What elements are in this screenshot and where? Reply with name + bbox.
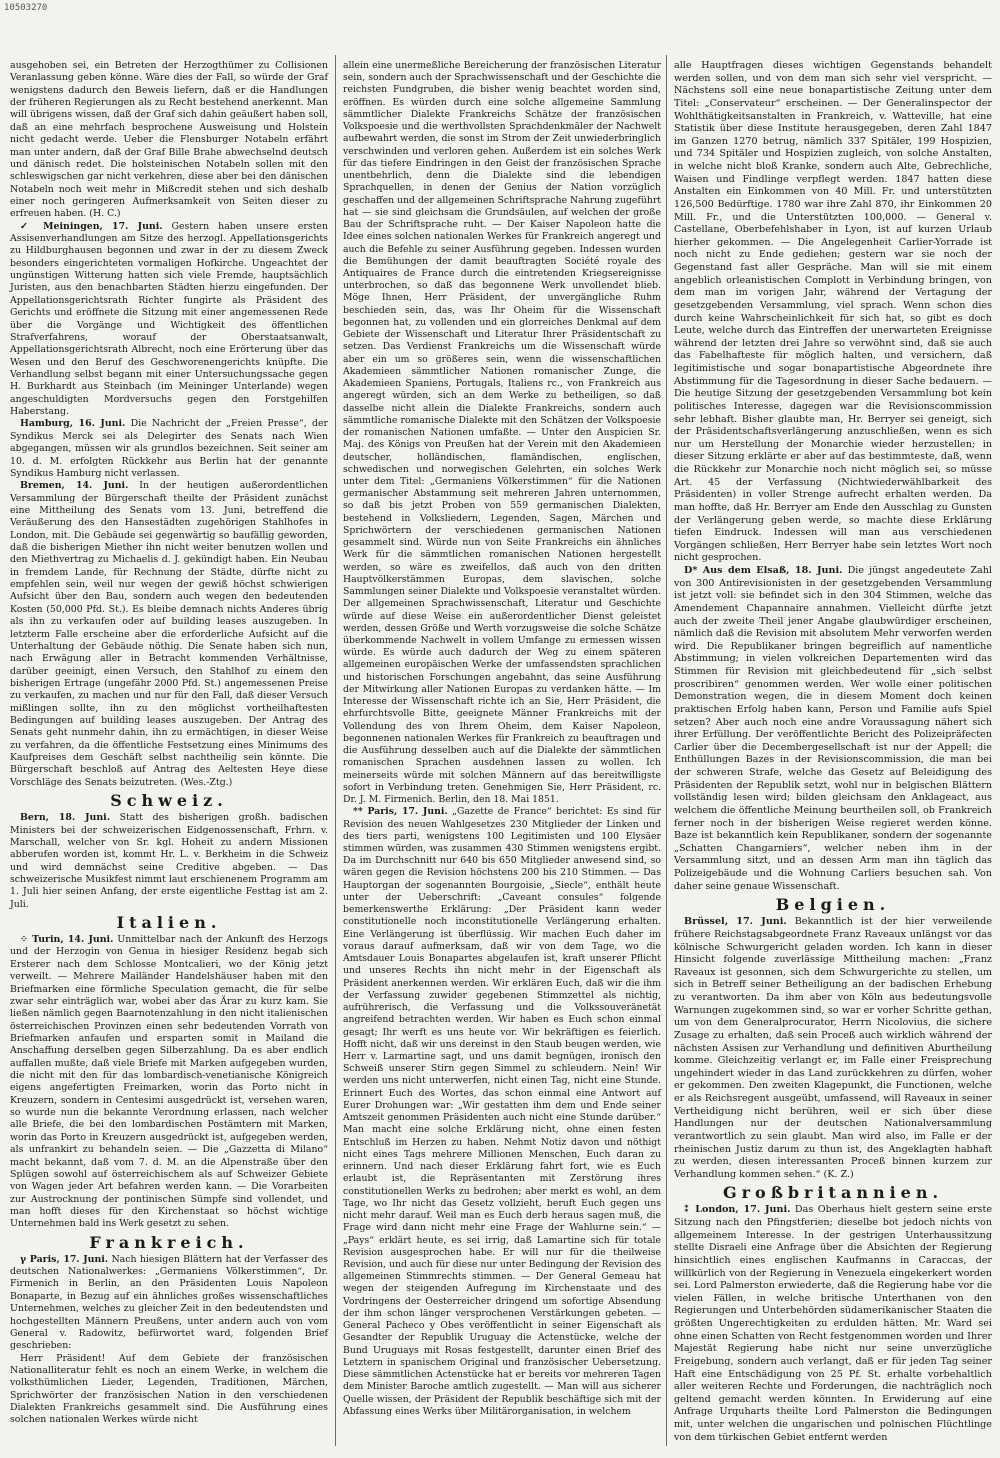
- column-rule: [335, 55, 336, 1446]
- article: [343, 806, 661, 1418]
- article-text: Die Nachricht der „Freien Presse“, der Syndikus Merck sei als Delegirter des Senats nach Wien abgegangen, müssen wir als grundlos bezeichnen. Seit seiner am 10. d. M. erfolgten Rückkehr aus Berlin hat der genannte Syndikus Hamburg nicht verlassen.: [10, 418, 328, 479]
- article: [10, 934, 328, 1231]
- dateline: D* Aus dem Elsaß, 18. Juni.: [684, 565, 843, 576]
- article-text: „Gazette de France“ berichtet: Es sind für Revision des neuen Wahlgesetzes 230 Mitglieder der Linken und des tiers parti, wenigstens 100 Legitimisten und 100 Elysäer stimmen würden, was zusammen 430 Stimmen wenigstens ergibt. Da im Durchschnitt nur 640 bis 650 Mitglieder anwesend sind, so wären gegen die Revision höchstens 200 bis 210 Stimmen. — Das Hauptorgan der sogenannten Bourgoisie, „Siecle“, enthält heute unter der Ueberschrift: „Caveant consules“ folgende bemerkenswerthe Erklärung: „Der Präsident kann weder constitutionelle noch inconstitutionelle Verlängerung erhalten. Eine Verlängerung ist überflüssig. Wir machen Euch daher im voraus darauf aufmerksam, daß wir von dem Tage, wo die Amtsdauer Louis Bonapartes abgelaufen ist, kraft unserer Pflicht und unseres Rechts ihn nicht mehr in der Eigenschaft als Präsident anerkennen werden. Wir erklären Euch, daß wir die ihm der Verfassung zuwider gegebenen Stimmzettel als nichtig, aufrührerisch, die Verfassung und die Volkssouveränetät angreifend betrachten werden. Wir haben es Euch schon einmal gesagt; Ihr werft es uns heute vor. Wir bekräftigen es feierlich. Hofft nicht, daß wir uns dereinst in den Staub beugen werden, wie Herr v. Larmartine sagt, und uns damit begnügen, ironisch den Schweiß unserer Stirn gegen Simmel zu schleudern. Nein! Wir werden uns nicht unterwerfen, nicht einen Tag, nicht eine Stunde. Erinnert Euch des Wortes, das schon einmal eine Antwort auf Eurer Drohungen war: „Wir gestatten ihm dem und Ende seiner Amtszeit genommen Präsidenten auch nicht eine Stunde darüber.“ Man macht eine solche Erklärung nicht, ohne einen festen Entschluß im Herzen zu haben. Nehmt Notiz davon und nöthigt nicht eines Tags mehrere Millionen Menschen, Euch daran zu erinnern. Und nach dieser Erklärung fahrt fort, wie es Euch erlaubt ist, die Repräsentanten mit Zerstörung ihres constitutionellen Werks zu bedrohen; aber merkt es wohl, an dem Tage, wo Ihr nicht das Gesetz vollzieht, beruft Euch gegen uns nicht mehr darauf. Weil man es Euch derb heraus sagen muß, die Frage wird dann nicht mehr eine Frage der Wahlurne sein.“ — „Pays“ erklärt heute, es sei irrig, daß Lamartine sich für totale Revision ausgesprochen habe. Er will nur für die theilweise Revision, und auch für diese nur unter Bedingung der Revision des allgemeinen Stimmrechts stimmen. — Der General Gemeau hat wegen der steigenden Aufregung im Kirchenstaate und des Vordringens der Oesterreicher dringend um sofortige Absendung der ihm schon länger versprochenen Verstärkungen gebeten. — General Pacheco y Obes veröffentlicht in seiner Eigenschaft als Gesandter der Republik Uruguay die Actenstücke, welche der Bund Uruguays mit Rosas festgestellt, darunter einen Brief des Letztern in spanischem Original und französischer Uebersetzung. Diese sämmtlichen Actenstücke hat er bereits vor mehreren Tagen dem Minister Baroche amtlich zugestellt. — Man will aus sicherer Quelle wissen, der Präsident der Republik beschäftige sich mit der Abfassung eines Werks über Militärorganisation, in welchem: [343, 806, 661, 1417]
- article-text: Nach hiesigen Blättern hat der Verfasser des deutschen Nationalwerkes: „Germaniens Völkerstimmen“, Dr. Firmenich in Berlin, an den Präsidenten Louis Napoleon Bonaparte, in Bezug auf ein ähnliches großes wissenschaftliches Unternehmen, welches zu gleicher Zeit in den bedeutendsten und hochgestellten Männern Preußens, unter andern auch von vom General v. Radowitz, befürwortet ward, folgenden Brief geschrieben:: [10, 1253, 328, 1352]
- article-text: In der heutigen außerordentlichen Versammlung der Bürgerschaft theilte der Präsident zunächst eine Mittheilung des Senats vom 13. Juni, betreffend die Veräußerung des den Hansestädten zugehörigen Stahlhofes in London, mit. Die Gebäude sei gegenwärtig so baufällig geworden, daß die bisherigen Miether ihn nicht weiter benutzen wollen und den Miethvertrag zu Michaelis d. J. gekündigt haben. Ein Neubau in fremdem Lande, für Rechnung der Städte, dürfte nicht zu empfehlen sein, weil nur wegen der gewiß höchst schwierigen Aufsicht über den Bau, sondern auch wegen den bedeutenden Kosten (50,000 Pfd. St.). Es bleibe demnach nichts Anderes übrig als ihn zu verkaufen oder auf building leases auszugeben. In letzterm Falle erscheine aber die erforderliche Aufsicht auf die Unterhaltung der Gebäude nöthig. Die Senate haben sich nun, nach Erwägung aller in Betracht kommenden Verhältnisse, darüber geeinigt, einen Versuch, den Stahlhof zu einem den bisherigen Ertrage (ungefähr 2000 Pfd. St.) angemessenen Preise zu verkaufen, zu machen und nur für den Fall, daß dieser Versuch mißlingen sollte, ihn zu den möglichst vortheilhaftesten Bedingungen auf building leases auszugeben. Der Antrag des Senats geht nunmehr dahin, ihn zu ermächtigen, in dieser Weise zu verfahren, da die öffentliche Festsetzung eines Minimums des Kaufpreises dem Geschäft selbst nachtheilig sein könnte. Die Bürgerschaft beschloß auf Antrag des Aeltesten Heye diese Vorschläge des Senats beizutreten. (Wes.-Ztg.): [10, 480, 328, 788]
- dateline: ⁑ London, 17. Juni.: [684, 1204, 791, 1216]
- column-rule: [666, 55, 667, 1446]
- section-heading-frankreich: Frankreich.: [89, 1232, 249, 1252]
- article: [10, 812, 328, 911]
- article-text: Statt des bisherigen großh. badischen Ministers bei der schweizerischen Eidgenossenschaft, Frhrn. v. Marschall, welcher von Sr. kgl. Hoheit zu andern Missionen abberufen worden ist, kommt Hr. L. v. Berkheim in die Schweiz und wird demnächst seine Creditive abgeben. — Das schweizerische Musikfest nimmt laut erschienenem Programm am 1. Juli hier seinen Anfang, der erste eigentliche Festtag ist am 2. Juli.: [10, 812, 328, 910]
- section-heading-grossbritannien: Großbritannien.: [722, 1183, 944, 1203]
- letter-text: allein eine unermeßliche Bereicherung der französischen Literatur sein, sondern auch der Sprachwissenschaft und der Geschichte die reichsten Fundgruben, die bisher wenig beachtet worden sind, eröffnen. Es würden durch eine solche allgemeine Sammlung sämmtlicher Dialekte Frankreichs Schätze der französischen Volkspoesie und die werthvollsten Sprachdenkmäler der Nachwelt aufbewahrt werden, die sonst im Strom der Zeit unwiederbringlich verschwinden und verloren gehen. Außerdem ist ein solches Werk für das tiefere Eindringen in den Geist der französischen Sprache unentbehrlich, denn die Dialekte sind die lebendigen Sprachquellen, in denen der Genius der Nation vorzüglich geschaffen und der allgemeinen Schriftsprache Nahrung zugeführt hat — sie sind gleichsam die Grundsäulen, auf welchen der große Bau der Schriftsprache ruht. — Der Kaiser Napoleon hatte die Idee eines solchen nationalen Werkes für Frankreich angeregt und auch die Befehle zu seiner Ausführung gegeben. Indessen wurden die Bemühungen der damit beauftragten Société royale des Antiquaires de France durch die eintretenden Kriegsereignisse unterbrochen, so daß das begonnene Werk unvollendet blieb. Möge Ihnen, Herr Präsident, der unvergängliche Ruhm beschieden sein, das, was Ihr Oheim für die Wissenschaft begonnen hat, zu vollenden und ein glorreiches Denkmal auf dem Gebiete der Wissenschaft und Literatur Ihrer Präsidentschaft zu setzen. Das Verdienst Frankreichs um die Wissenschaft würde aber ein um so größeres sein, wenn die wissenschaftlichen Akademieen sämmtlicher Nationen romanischer Zunge, die Akademieen Spaniens, Portugals, Italiens rc., von Frankreich aus angeregt würden, sich an dem Werke zu betheiligen, so daß dasselbe nicht allein die Dialekte Frankreichs, sondern auch sämmtliche romanische Dialekte mit den Schätzen der Volkspoesie der romanischen Nationen umfaßte. — Unter den Auspicien Sr. Maj. des Königs von Preußen hat der Verein mit den Akademieen deutscher, holländischen, flamändischen, englischen, schwedischen und norwegischen Gelehrten, ein solches Werk unter dem Titel: „Germaniens Völkerstimmen“ für die Nationen germanischer Abstammung seit mehreren Jahren unternommen, so daß bis jetzt Proben von 559 germanischen Dialekten, bestehend in Volksliedern, Legenden, Sagen, Märchen und Sprichwörtern der verschiedenen germanischen Nationen gesammelt sind. Würde nun von Seite Frankreichs ein ähnliches Werk für die sämmtlichen romanischen Nationen hergestellt werden, so wäre es zweifellos, daß auch von den dritten Hauptvölkerstämmen Europas, dem slavischen, solche Sammlungen seiner Dialekte und Volkspoesie veranstaltet würden. Der allgemeinen Sprachwissenschaft, Literatur und Geschichte würde auf diese Weise ein außerordentlicher Dienst geleistet werden, dessen Größe und Werth vorzugsweise die solche Schätze überkommende Nachwelt in vollem Umfange zu ermessen wissen würde. Es würde auch dadurch der Weg zu einem späteren allgemeinen europäischen Werke der umfassendsten sprachlichen und historischen Forschungen angebahnt, das seine Ausführung der Mitwirkung aller Nationen Europas zu verdanken hätte. — Im Interesse der Wissenschaft richte ich an Sie, Herr Präsident, die ehrfurchtsvolle Bitte, geeignete Männer Frankreichs mit der Vollendung des von Ihrem Oheim, dem Kaiser Napoleon, begonnenen nationalen Werkes für Frankreich zu beauftragen und die Ausführung desselben auch auf die Dialekte der sämmtlichen romanischen Sprachen ausdehnen lassen zu wollen. Ich meinerseits würde mit solchen Männern auf das bereitwilligste sofort in Verbindung treten. Genehmigen Sie, Herr Präsident, rc. Dr. J. M. Firmenich. Berlin, den 18. Mai 1851.: [343, 60, 661, 806]
- section-heading-belgien: Belgien.: [775, 895, 891, 915]
- article-text: Unmittelbar nach der Ankunft des Herzogs und der Herzogin von Genua in hiesiger Residenz begab sich Ersterer nach dem Schlosse Montcalieri, wo der König jetzt verweilt. — Mehrere Mailänder Handelshäuser haben mit den Briefmarken eine förmliche Speculation gemacht, die für selbe zwar sehr einträglich war, wobei aber das Ärar zu kurz kam. Sie ließen nämlich gegen Baarnotenzahlung in den nicht italienischen österreichischen Provinzen einen sehr bedeutenden Vorrath von Briefmarken anfaufen und ersparten somit in Mailand die Anschaffung derselben gegen Silberzahlung. Da es aber endlich auffallen mußte, daß viele Briefe mit Marken aufgegeben wurden, die nicht mit den für das lombardisch-venetianische Königreich eigens angefertigten Freimarken, worin das Porto nicht in Kreuzern, sondern in Centesimi ausgedrückt ist, versehen waren, so wurde nun die bekannte Verordnung erlassen, nach welcher alle Briefe, die bei den lombardischen Postämtern mit Marken, worin das Porto in Kreuzern ausgedrückt ist, aufgegeben werden, als unfrankirt zu behandeln seien. — Die „Gazzetta di Milano“ macht bekannt, daß vom 7. d. M. an die Alpenstraße über den Splügen sowohl auf österreichischem als auf Schweizer Gebiete von Wagen jeder Art befahren werden kann. — Die Vorarbeiten zur Austrocknung der pontinischen Sümpfe sind vollendet, und man hofft dieses für den Kirchenstaat so höchst wichtige Unternehmen bald ins Werk gesetzt zu sehen.: [10, 934, 328, 1230]
- article: [10, 418, 328, 480]
- article: [10, 480, 328, 789]
- dateline: ⁘ Turin, 14. Juni.: [20, 934, 114, 946]
- article: [10, 1254, 328, 1353]
- page-id: 10503270: [4, 3, 48, 13]
- article: [10, 221, 328, 419]
- column-1: [10, 60, 328, 1427]
- article: [674, 916, 992, 1181]
- dateline: Bern, 18. Juni.: [20, 812, 110, 824]
- article-text: alle Hauptfragen dieses wichtigen Gegenstands behandelt werden sollen, und von dem man sich sehr viel verspricht. — Nächstens soll eine neue bonapartistische Zeitung unter dem Titel: „Conservateur“ erscheinen. — Der Generalinspector der Wohlthätigkeitsanstalten in Frankreich, v. Watteville, hat eine Statistik über diese Institute herausgegeben, deren Zahl 1847 im Ganzen 1270 betrug, nämlich 337 Spitäler, 199 Hospizien, und 734 Spitäler und Hospizien zugleich, von solche Anstalten, in welche nicht bloß Kranke, sondern auch Alte, Gebrechliche, Waisen und Findlinge verpflegt werden. 1847 hatten diese Anstalten ein Einkommen von 40 Mill. Fr. und unterstützten 126,500 Bedürftige. 1780 war ihre Zahl 870, ihr Einkommen 20 Mill. Fr., und die Unterstützten 100,000. — General v. Castellane, Oberbefehlshaber in Lyon, ist auf kurzen Urlaub hierher gekommen. — Die Angelegenheit Carlier-Yorrade ist noch nicht zu Ende gediehen; gestern war sie noch der Gegenstand fast aller Gespräche. Man will sie mit einem angeblich orleanistischen Complott in Verbindung bringen, von dem man im vorigen Jahr, während der Vertagung der gesetzgebenden Versammlung, viel sprach. Wenn schon dies durch keine Wahrscheinlichkeit für sich hat, so gibt es doch Leute, welche durch das Eintreffen der unerwarteten Ereignisse während der letzten drei Jahre so verwöhnt sind, daß sie auch das Fabelhafteste für möglich halten, und versichern, daß legitimistische und sogar bonapartistische Abgeordnete ihre Abstimmung für die Tagesordnung in dieser Sache bedauern. — Die heutige Sitzung der gesetzgebenden Versammlung bot kein politisches Interesse, dagegen war die Revisionscommission sehr lebhaft. Bisher glaubte man, Hr. Berryer sei geneigt, sich der Präsidentschaftsverlängerung anzuschließen, wenn es sich nur um Herstellung der Monarchie wieder herzustellen; in dieser Sitzung erklärte er aber auf das bestimmteste, daß, wenn die Rückkehr zur Monarchie noch nicht möglich sei, so müsse Art. 45 der Verfassung (Nichtwiederwählbarkeit des Präsidenten) in voller Strenge aufrecht erhalten werden. Da man hoffte, daß Hr. Berryer am Ende den Ausschlag zu Gunsten der Verlängerung geben werde, so machte diese Erklärung tiefen Eindruck. Indessen will man aus verschiedenen Vorgängen schließen, Herr Berryer habe sein letztes Wort noch nicht gesprochen.: [674, 60, 992, 564]
- article-text: Das Oberhaus hielt gestern seine erste Sitzung nach den Pfingstferien; dieselbe bot jedoch nichts von allgemeinem Interesse. In der gestrigen Unterhaussitzung stellte Disraeli eine Anfrage über die Absichten der Regierung hinsichtlich eines englischen Kaufmanns in Caraccas, der willkürlich von der Regierung in Venezuela eingekerkert worden sei. Lord Palmerston erwiederte, daß die Regierung habe vor die vielen Fällen, in welche britische Unterthanen von den Regierungen und Unterbehörden südamerikanischer Staaten die größten Ungerechtigkeiten zu erdulden hätten. Mr. Ward sei ohne einen Schatten von Recht festgenommen worden und Ihrer Majestät Regierung habe nicht nur seine unverzügliche Freigebung, sondern auch verlangt, daß er für jeden Tag seiner Haft eine Entschädigung von 25 Pf. St. erhalte vorbehaltlich aller weiteren Rechte und Forderungen, die nachträglich noch geltend gemacht werden könnten. In Erwiderung auf eine Anfrage Urquharts theilte Lord Palmerston die Bedingungen mit, unter welchen die ungarischen und polnischen Flüchtlinge von dem türkischen Gebiet entfernt werden: [674, 1204, 992, 1443]
- article: [674, 565, 992, 893]
- section-heading-italien: Italien.: [116, 913, 222, 933]
- dateline: γ Paris, 17. Juni.: [20, 1253, 109, 1265]
- letter-text: Herr Präsident! Auf dem Gebiete der französischen Nationalliteratur fehlt es noch an einem Werke, in welchem die volksthümlichen Lieder, Legenden, Traditionen, Märchen, Sprichwörter der französischen Nation in den verschiedenen Dialekten Frankreichs gesammelt sind. Die Ausführung eines solchen nationalen Werkes würde nicht: [10, 1352, 328, 1426]
- dateline: Hamburg, 16. Juni.: [20, 418, 126, 430]
- dateline: ** Paris, 17. Juni.: [353, 806, 448, 818]
- article-text: ausgehoben sei, ein Betreten der Herzogthümer zu Collisionen Veranlassung geben könne. Wäre dies der Fall, so würde der Graf wenigstens dadurch den Beweis liefern, daß er die Handlungen der früheren Regierungen als zu Recht bestehend anerkennt. Man will übrigens wissen, daß der Graf sich dahin geäußert haben soll, daß an eine mehrfach besprochene Ausweisung und Holstein nicht gedacht werde. Ueber die Flensburger Notabeln erfährt man unter andern, daß der Graf Bille Brahe abwechselnd deutsch und dänisch redet. Die holsteinischen Notabeln sollen mit den schleswigschen gar nicht verkehren, diese aber bei den dänischen Notabeln noch weit mehr in Mißcredit stehen und sich deshalb einer noch geringeren Aufmerksamkeit von Seiten dieser zu erfreuen haben. (H. C.): [10, 60, 328, 220]
- article-text: Die jüngst angedeutete Zahl von 300 Antirevisionisten in der gesetzgebenden Versammlung ist jetzt voll: sie befindet sich in den 304 Stimmen, welche das Amendement Chapannaire annahmen. Vielleicht dürfte jetzt auch der zweite Theil jener Angabe glaubwürdiger erscheinen, nämlich daß die Revision mit absolutem Mehr verworfen werden wird. Die Republikaner bringen begreiflich auf namentliche Abstimmung; in vielen volkreichen Departementen wird das Stimmen für Revision mit gleichbedeutend für „sich selbst proscribiren“ genommen werden. Wer wolle einer politischen Demonstration wegen, die in diesem Moment doch keinen praktischen Erfolg haben kann, Person und Familie aufs Spiel setzen? Aber auch noch eine andre Voraussagung nähert sich ihrer Erfüllung. Der veröffentlichte Bericht des Polizeipräfecten Carlier über die Decembergesellschaft ist nur der Appell; die Enthüllungen Bazes in der Revisionscommission, die man bei der schweren Strafe, welche das Gesetz auf Beleidigung des Präsidenten der Republik setzt, wohl nur in belgischen Blättern vollständig lesen wird; bilden gleichsam den Anklageact, aus welchem die öffentliche Meinung beurtheilen soll, ob Frankreich ferner noch in der bisherigen Weise regieret werden könne. Baze ist bekanntlich kein Republikaner, sondern der sogenannte „Schatten Changarniers“, welcher neben ihm in der Versammlung sitzt, und an dessen Arm man ihn täglich das Polizeigebäude und die Wohnung Carliers besuchen sah. Von daher seine genaue Wissenschaft.: [674, 565, 992, 892]
- column-2: [343, 60, 661, 1418]
- column-3: [674, 60, 992, 1444]
- article-text: Gestern haben unsere ersten Assisenverhandlungen am Sitze des herzogl. Appellationsgerichts zu Hildburghausen begonnen und zwar in der zu diesem Zweck besonders eingerichteten vormaligen Hofkirche. Ungeachtet der ungünstigen Witterung hatten sich viele Fremde, hauptsächlich Juristen, aus den benachbarten Städten hierzu eingefunden. Der Appellationsgerichtsrath Richter fungirte als Präsident des Gerichts und eröffnete die Sitzung mit einer angemessenen Rede über die Vorgänge und Wichtigkeit des öffentlichen Strafverfahrens, worauf der Oberstaatsanwalt, Appellationsgerichtsrath Albrecht, noch eine Erörterung über das Wesen und den Beruf des Geschworenengerichts knüpfte. Die Verhandlung selbst begann mit einer Untersuchungssache gegen H. Burkhardt aus Steinbach (im Meininger Unterlande) wegen angeschuldigten Mordversuchs gegen den Forstgehilfen Haberstang.: [10, 220, 328, 418]
- article: [674, 1204, 992, 1444]
- dateline: ✓ Meiningen, 17. Juni.: [20, 220, 163, 232]
- dateline: Brüssel, 17. Juni.: [684, 916, 787, 928]
- dateline: Bremen, 14. Juni.: [20, 480, 129, 492]
- section-heading-schweiz: Schweiz.: [110, 791, 228, 811]
- article-text: Bekanntlich ist der hier verweilende frühere Reichstagsabgeordnete Franz Raveaux unlängst vor das kölnische Schwurgericht geladen worden. Ich kann in dieser Hinsicht folgende zuverlässige Mittheilung machen: „Franz Raveaux ist gesonnen, sich dem Schwurgerichte zu stellen, um sich in Betreff seiner Betheiligung an der badischen Erhebung zu verantworten. Da ihm aber von Köln aus bedeutungsvolle Warnungen zugekommen sind, so war er vorher Schritte gethan, um von dem Generalprocurator, Herrn Nicolovius, die sichere Zusage zu erhalten, daß sein Proceß auch wirklich während der nächsten Assisen zur Verhandlung und definitiven Aburtheilung komme. Gleichzeitig verlangt er, im Falle einer Freisprechung ungehindert wieder in das Land zurückkehren zu dürfen, woher er gekommen. Den zweiten Klagepunkt, die Functionen, welche er als Reichsregent ausgeübt, umfassend, will Raveaux in seiner Vertheidigung nicht berühren, weil er sich über diese Handlungen nur der deutschen Nationalversammlung verantwortlich zu sein glaubt. Man wird also, im Falle er der rheinischen Justiz darum zu thun ist, des Angeklagten habhaft zu werden, diesen interessanten Proceß binnen kurzem zur Verhandlung kommen sehen.“ (K. Z.): [674, 916, 992, 1180]
